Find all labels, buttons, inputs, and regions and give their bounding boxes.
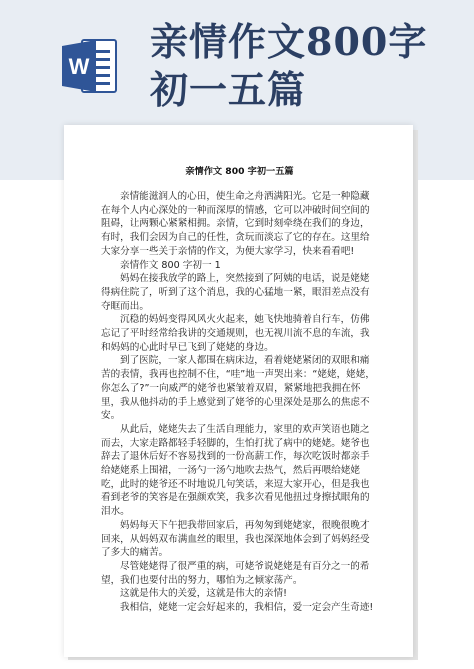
paragraph: 到了医院，一家人都围在病床边，看着姥姥紧闭的双眼和痛苦的表情，我再也控制不住，“哇”地一声哭出来：“姥姥，姥姥，你怎么了?”一向威严的姥爷也紧皱着双眉，紧紧地把我拥在怀里，我从他抖动的手上感觉到了姥爷的心里深处是那么的焦虑不安。 <box>101 355 375 422</box>
word-icon <box>62 36 118 96</box>
paragraph: 尽管姥姥得了很严重的病，可姥爷说姥姥是有百分之一的希望，我们也要付出的努力，哪怕为之倾家荡产。 <box>101 560 370 586</box>
paragraph: 从此后，姥姥失去了生活自理能力，家里的欢声笑语也随之而去，大家走路都轻手轻脚的，生怕打扰了病中的姥姥。姥爷也辞去了退休后好不容易找到的一份高薪工作，每次吃饭时都亲手给姥姥系上围裙，一汤勺一汤勺地吹去热气，然后再喂给姥姥吃，此时的姥爷还不时地说几句笑话，来逗大家开心，但是我也看到老爷的笑容是在强颜欢笑，我多次看见他扭过身擦拭眼角的泪水。 <box>101 423 370 518</box>
document-title <box>150 18 460 114</box>
paragraph: 这就是伟大的关爱，这就是伟大的亲情! <box>120 588 287 600</box>
page-content <box>101 163 378 615</box>
title-line-2: 初一五篇 <box>150 67 307 112</box>
paragraph: 亲情能滋润人的心田，使生命之舟洒满阳光。它是一种隐藏在每个人内心深处的一种而深厚的情感，它可以冲破时间空间的阻碍，让两颗心紧紧相拥。亲情，它到时刻牵绕在我们的身边，有时，我们会因为自己的任性，贪玩而淡忘了它的存在。这里给大家分享一些关于亲情的作文，为便大家学习，快来看看吧! <box>101 191 370 257</box>
title-line-1: 亲情作文800字 <box>150 19 428 64</box>
section-heading: 亲情作文 800 字初一 1 <box>120 259 221 271</box>
paragraph: 沉稳的妈妈变得风风火火起来，她飞快地骑着自行车，仿佛忘记了平时经常给我讲的交通规则，也无视川流不息的车流，我和妈妈的心此时早已飞到了姥姥的身边。 <box>101 314 370 353</box>
paragraph: 妈妈在接我放学的路上，突然接到了阿姨的电话，说是姥姥得病住院了，听到了这个消息，我的心猛地一紧，眼泪差点没有夺眶而出。 <box>101 273 370 312</box>
page-heading: 亲情作文 800 字初一五篇 <box>185 166 294 177</box>
svg-text:W: W <box>68 54 90 79</box>
paragraph: 我相信，姥姥一定会好起来的，我相信，爱一定会产生奇迹! <box>120 602 374 614</box>
paragraph: 妈妈每天下午把我带回家后，再匆匆到姥姥家，很晚很晚才回来，从妈妈双布满血丝的眼里，我也深深地体会到了妈妈经受了多大的痛苦。 <box>101 519 370 559</box>
document-page <box>64 125 413 657</box>
